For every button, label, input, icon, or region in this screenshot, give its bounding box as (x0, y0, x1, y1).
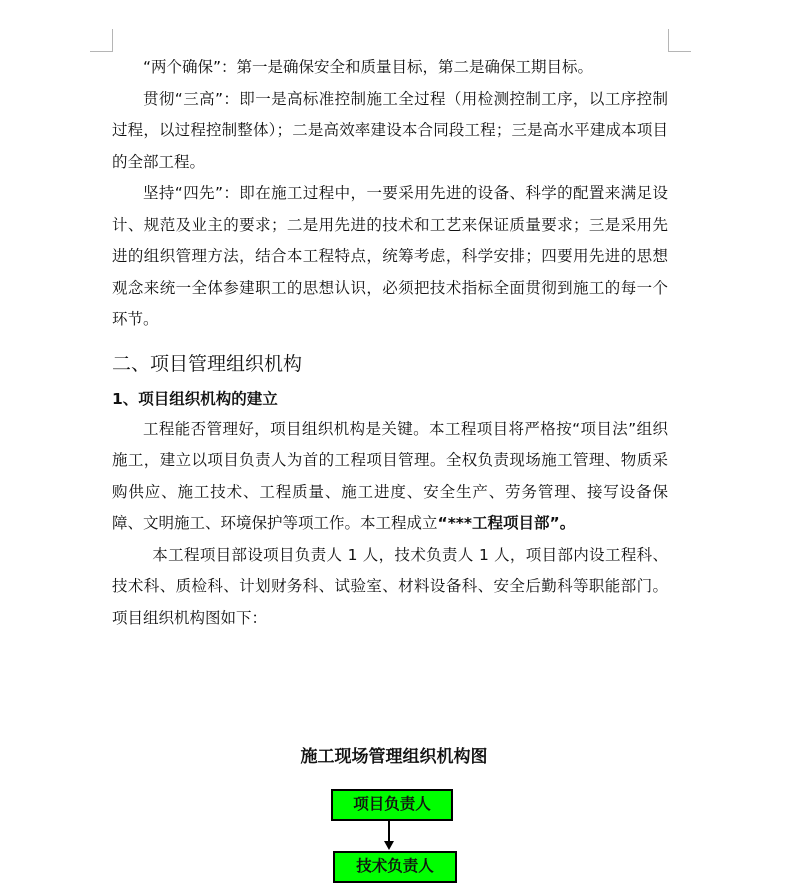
org-connector-line (388, 821, 390, 843)
org-node-project-leader: 项目负责人 (331, 789, 453, 821)
paragraph-department-staffing: 本工程项目部设项目负责人 1 人，技术负责人 1 人，项目部内设工程科、技术科、质检科、计划财务科、试验室、材料设备科、安全后勤科等职能部门。项目组织机构图如下： (112, 545, 668, 627)
paragraph-three-highs: 贯彻“三高”：即一是高标准控制施工全过程（用检测控制工序，以工序控制过程，以过程控制整体）；二是高效率建设本合同段工程；三是高水平建成本项目的全部工程。 (112, 89, 668, 171)
paragraph-two-guarantees: “两个确保”：第一是确保安全和质量目标，第二是确保工期目标。 (143, 58, 594, 76)
crop-mark-top-right (668, 29, 691, 52)
paragraph-four-firsts: 坚持“四先”：即在施工过程中，一要采用先进的设备、科学的配置来满足设计、规范及业主的要求；二是用先进的技术和工艺来保证质量要求；三是采用先进的组织管理方法，结合本工程特点，统筹考虑，科学安排；四要用先进的思想观念来统一全体参建职工的思想认识，必须把技术指标全面贯彻到施工的每一个环节。 (112, 184, 668, 328)
document-body (112, 52, 668, 634)
section-heading-management-organization: 二、项目管理组织机构 (112, 352, 303, 375)
crop-mark-top-left (90, 29, 113, 52)
org-chart-title: 施工现场管理组织机构图 (300, 747, 488, 767)
project-department-name: “***工程项目部”。 (437, 514, 576, 532)
org-node-technical-leader: 技术负责人 (333, 851, 457, 883)
paragraph-organization-setup-text: 工程能否管理好，项目组织机构是关键。本工程项目将严格按“项目法”组织施工，建立以项目负责人为首的工程项目管理。全权负责现场施工管理、物质采购供应、施工技术、工程质量、施工进度、安全生产、劳务管理、接写设备保障、文明施工、环境保护等项工作。本工程成立 (112, 419, 668, 532)
org-connector-arrow-icon (384, 841, 394, 850)
subsection-heading-organization-setup: 1、项目组织机构的建立 (112, 389, 278, 408)
paragraph-organization-setup (112, 414, 668, 540)
